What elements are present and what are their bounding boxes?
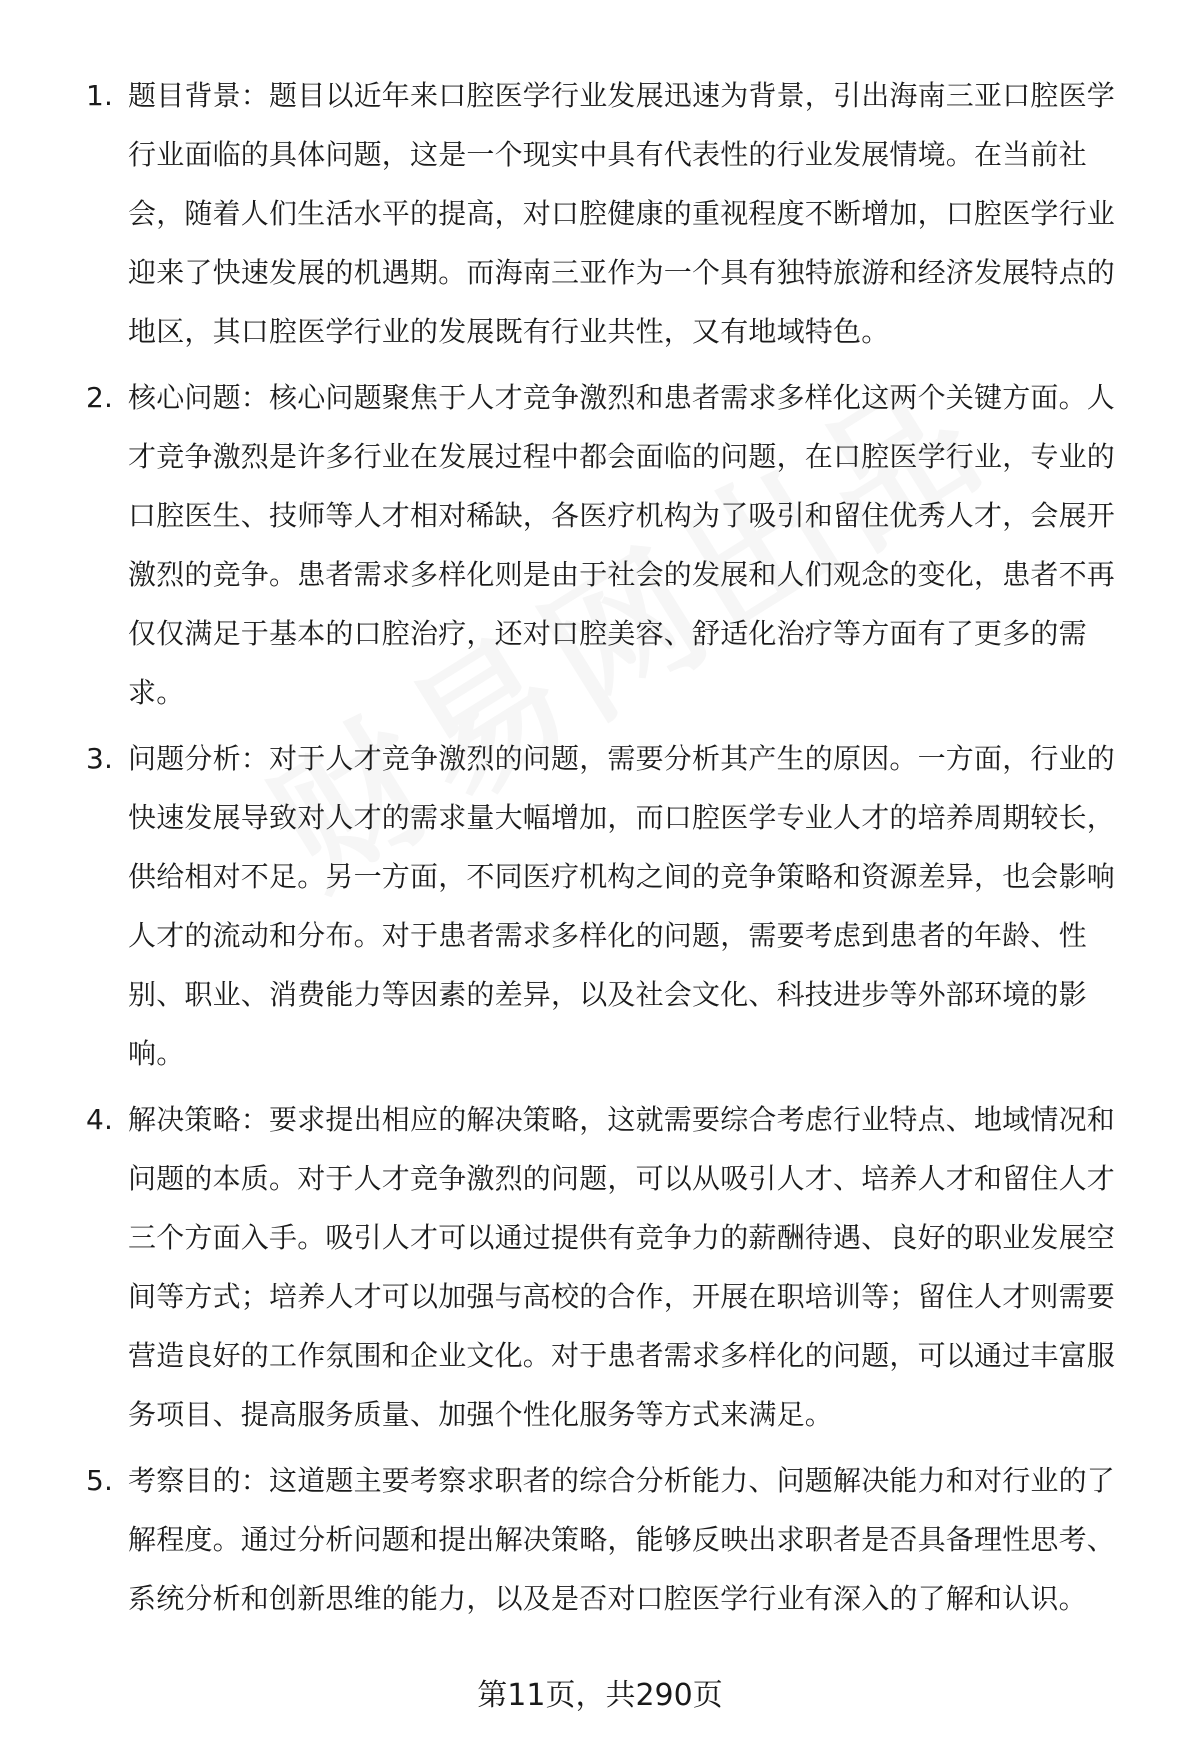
list-item-text: 解决策略：要求提出相应的解决策略，这就需要综合考虑行业特点、地域情况和问题的本质。对于人才竞争激烈的问题，可以从吸引人才、培养人才和留住人才三个方面入手。吸引人才可以通过提供有竞争力的薪酬待遇、良好的职业发展空间等方式；培养人才可以加强与高校的合作，开展在职培训等；留住人才则需要营造良好的工作氛围和企业文化。对于患者需求多样化的问题，可以通过丰富服务项目、提高服务质量、加强个性化服务等方式来满足。 (128, 1103, 1116, 1431)
list-item-number: 1. (86, 79, 114, 112)
page-number-footer: 第11页，共290页 (477, 1678, 723, 1713)
list-item (78, 1451, 1140, 1628)
list-item-text: 问题分析：对于人才竞争激烈的问题，需要分析其产生的原因。一方面，行业的快速发展导致对人才的需求量大幅增加，而口腔医学专业人才的培养周期较长，供给相对不足。另一方面，不同医疗机构之间的竞争策略和资源差异，也会影响人才的流动和分布。对于患者需求多样化的问题，需要考虑到患者的年龄、性别、职业、消费能力等因素的差异，以及社会文化、科技进步等外部环境的影响。 (128, 742, 1116, 1070)
list-item (78, 1090, 1140, 1444)
list-item-number: 3. (86, 742, 114, 775)
list-item (78, 368, 1140, 722)
list-item-text: 题目背景：题目以近年来口腔医学行业发展迅速为背景，引出海南三亚口腔医学行业面临的具体问题，这是一个现实中具有代表性的行业发展情境。在当前社会，随着人们生活水平的提高，对口腔健康的重视程度不断增加，口腔医学行业迎来了快速发展的机遇期。而海南三亚作为一个具有独特旅游和经济发展特点的地区，其口腔医学行业的发展既有行业共性，又有地域特色。 (128, 79, 1116, 348)
list-item (78, 729, 1140, 1083)
numbered-list (78, 66, 1140, 1628)
document-body (78, 66, 1140, 1635)
list-item-number: 2. (86, 381, 114, 414)
list-item-text: 核心问题：核心问题聚焦于人才竞争激烈和患者需求多样化这两个关键方面。人才竞争激烈是许多行业在发展过程中都会面临的问题，在口腔医学行业，专业的口腔医生、技师等人才相对稀缺，各医疗机构为了吸引和留住优秀人才，会展开激烈的竞争。患者需求多样化则是由于社会的发展和人们观念的变化，患者不再仅仅满足于基本的口腔治疗，还对口腔美容、舒适化治疗等方面有了更多的需求。 (128, 381, 1116, 709)
list-item (78, 66, 1140, 361)
list-item-number: 4. (86, 1103, 114, 1136)
list-item-number: 5. (86, 1464, 114, 1497)
list-item-text: 考察目的：这道题主要考察求职者的综合分析能力、问题解决能力和对行业的了解程度。通过分析问题和提出解决策略，能够反映出求职者是否具备理性思考、系统分析和创新思维的能力，以及是否对口腔医学行业有深入的了解和认识。 (128, 1464, 1116, 1615)
